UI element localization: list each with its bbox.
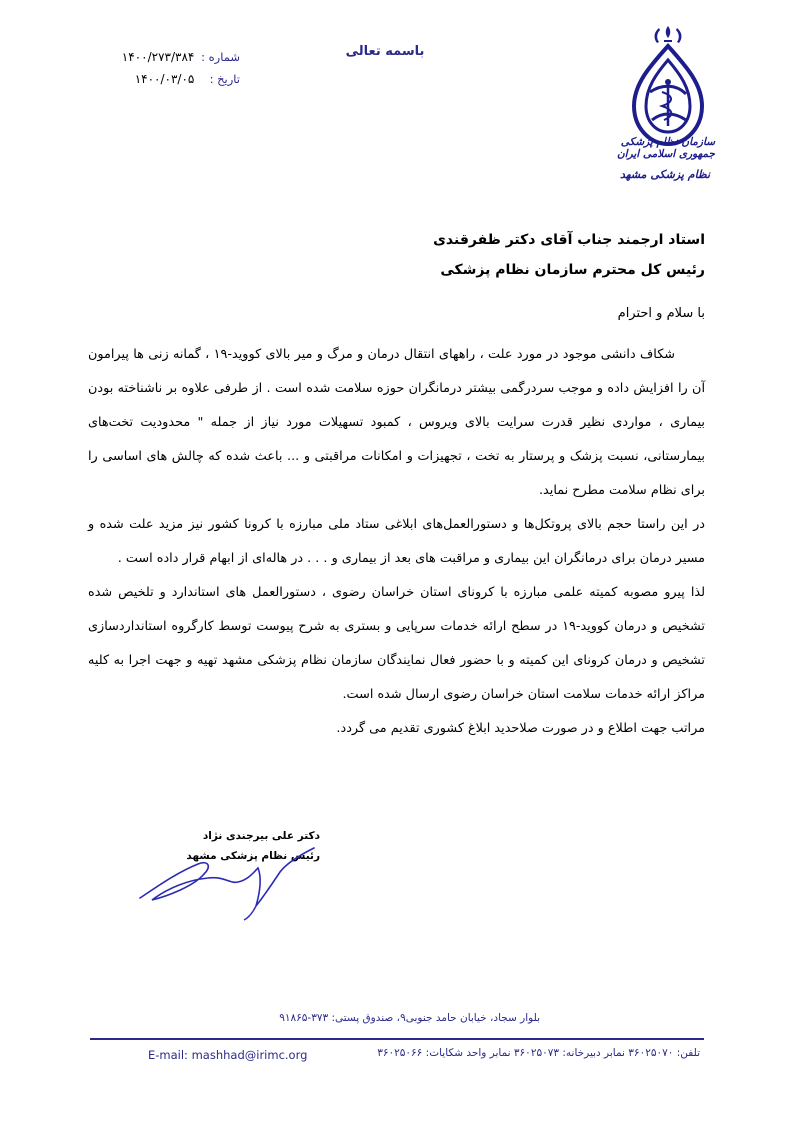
letter-number-label: شماره :	[201, 50, 240, 64]
footer-divider	[90, 1038, 704, 1040]
footer-email[interactable]: E-mail: mashhad@irimc.org	[148, 1048, 308, 1062]
signer-name: دکتر علی بیرجندی نژاد	[202, 830, 320, 842]
body-paragraph-1: شکاف دانشی موجود در مورد علت ، راههای انتقال درمان و مرگ و میر بالای کووید-۱۹ ، گمانه زنی ها پیرامون آن را افزایش داده و موجب سردرگمی بیشتر درمانگران حوزه سلامت شده است . از طرفی علاوه بر ناشناخته بودن بیماری ، مواردی نظیر قدرت سرایت بالای ویروس ، کمبود تسهیلات مورد نیاز از جمله " محدودیت تخت‌های بیمارستانی، نسبت پزشک و پرستار به تخت ، تجهیزات و امکانات مراقبتی و ... باعث شده که چالش های اساسی را برای نظام سلامت مطرح نماید.	[88, 347, 705, 498]
letter-number-value: ۱۴۰۰/۲۷۳/۳۸۴	[121, 50, 195, 64]
greeting: با سلام و احترام	[617, 306, 705, 321]
letter-date-label: تاریخ :	[209, 72, 240, 86]
letter-number-row	[100, 50, 240, 64]
body-paragraph-4: مراتب جهت اطلاع و در صورت صلاحدید ابلاغ کشوری تقدیم می گردد.	[336, 721, 705, 736]
org-name: سازمان نظام پزشکی جمهوری اسلامی ایران	[616, 136, 715, 160]
handwritten-signature-icon	[138, 842, 328, 922]
bismillah-heading: باسمه تعالی	[345, 44, 425, 59]
letter-date-value: ۱۴۰۰/۰۳/۰۵	[134, 72, 195, 86]
recipient-name: استاد ارجمند جناب آقای دکتر ظفرقندی	[433, 232, 705, 248]
irimc-logo-icon	[628, 22, 708, 152]
letter-body	[88, 338, 705, 746]
signer-title: رئیس نظام پزشکی مشهد	[186, 850, 320, 862]
org-sub-name: نظام پزشکی مشهد	[619, 168, 710, 181]
recipient-title: رئیس کل محترم سازمان نظام پزشکی	[440, 262, 705, 278]
body-paragraph-2: در این راستا حجم بالای پروتکل‌ها و دستورالعمل‌های ابلاغی ستاد ملی مبارزه با کرونا کشور نیز مزید علت شده و مسیر درمان برای درمانگران این بیماری و مراقبت های بعد از بیماری و . . . در هاله‌ای از ابهام قرار داده است .	[88, 517, 705, 566]
body-paragraph-3: لذا پیرو مصوبه کمیته علمی مبارزه با کرونای استان خراسان رضوی ، دستورالعمل های استاندارد و تلخیص شده تشخیص و درمان کووید-۱۹ در سطح ارائه خدمات سرپایی و بستری به شرح پیوست توسط کارگروه استانداردسازی تشخیص و درمان کرونای این کمیته و با حضور فعال نمایندگان سازمان نظام پزشکی مشهد تهیه و جهت اجرا به کلیه مراکز ارائه خدمات سلامت استان خراسان رضوی ارسال شده است.	[88, 585, 705, 702]
letter-date-row	[100, 72, 240, 86]
footer-phones: تلفن: ۳۶۰۲۵۰۷۰ نمابر دبیرخانه: ۳۶۰۲۵۰۷۳ نمابر واحد شکایات: ۳۶۰۲۵۰۶۶	[377, 1047, 700, 1059]
footer-address: بلوار سجاد، خیابان حامد جنوبی۹، صندوق پستی: ۳۷۳-۹۱۸۶۵	[279, 1012, 540, 1024]
